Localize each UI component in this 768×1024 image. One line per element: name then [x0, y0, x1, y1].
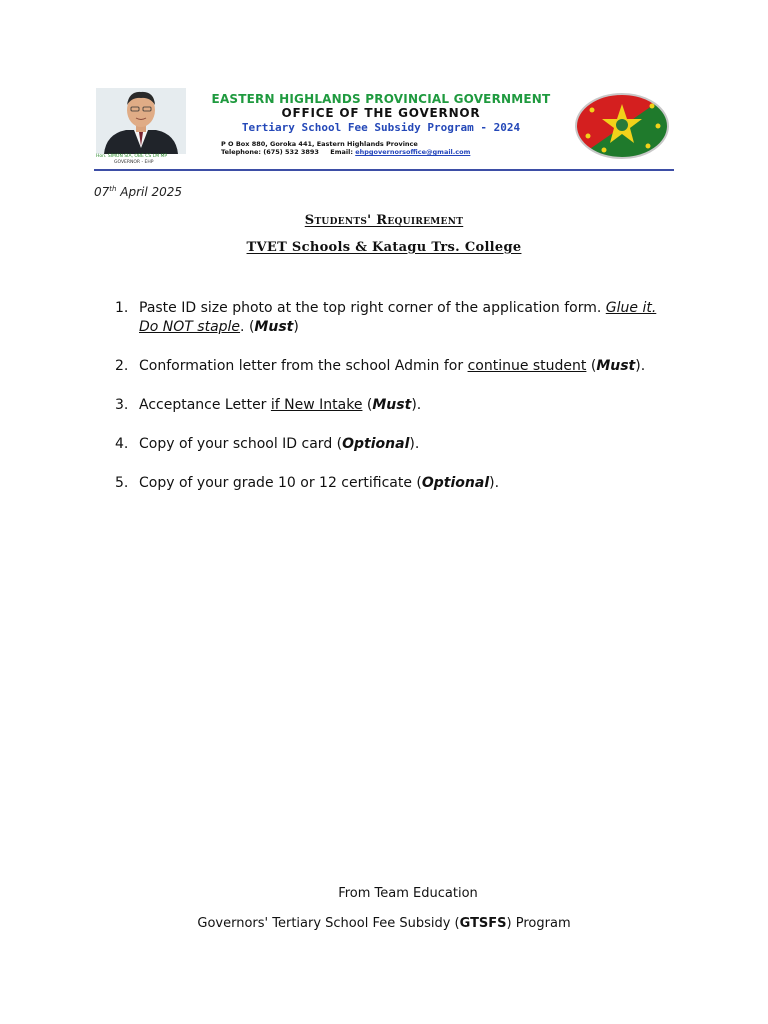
office-name: OFFICE OF THE GOVERNOR — [281, 106, 481, 120]
list-item: 3. Acceptance Letter if New Intake (Must). — [115, 397, 422, 413]
document-title: Students' Requirement — [304, 213, 464, 228]
list-item: 5. Copy of your grade 10 or 12 certificate (Optional). — [115, 475, 500, 491]
email-link[interactable]: ehpgovernorsoffice@gmail.com — [355, 148, 471, 156]
telephone: Telephone: (675) 532 3893 — [221, 148, 319, 156]
footer-program: Governors' Tertiary School Fee Subsidy (GTSFS) Program — [197, 916, 571, 931]
governor-portrait — [96, 88, 186, 154]
province-emblem-icon — [574, 92, 672, 160]
footer-sender: From Team Education — [338, 886, 478, 901]
requirements-list — [115, 299, 679, 513]
list-item: 4. Copy of your school ID card (Optional). — [115, 436, 420, 452]
letterhead-divider — [94, 169, 674, 171]
letterhead — [94, 86, 674, 172]
letter-date: 07th April 2025 — [94, 185, 183, 199]
document-subtitle: TVET Schools & Katagu Trs. College — [246, 240, 522, 255]
portrait-caption: Hon. SIMON SIA, OBE CS LM MP GOVERNOR - EHP — [96, 154, 168, 165]
government-name: EASTERN HIGHLANDS PROVINCIAL GOVERNMENT — [211, 92, 551, 106]
contact-line — [221, 148, 470, 156]
address-line: P O Box 880, Goroka 441, Eastern Highlands Province — [221, 140, 418, 148]
email-label: Email: — [330, 148, 353, 156]
program-name: Tertiary School Fee Subsidy Program - 2024 — [241, 121, 521, 134]
list-item: 2. Conformation letter from the school Admin for continue student (Must). — [115, 358, 646, 374]
list-item: 1. Paste ID size photo at the top right corner of the application form. Glue it. Do NOT staple. (Must) — [115, 300, 657, 335]
